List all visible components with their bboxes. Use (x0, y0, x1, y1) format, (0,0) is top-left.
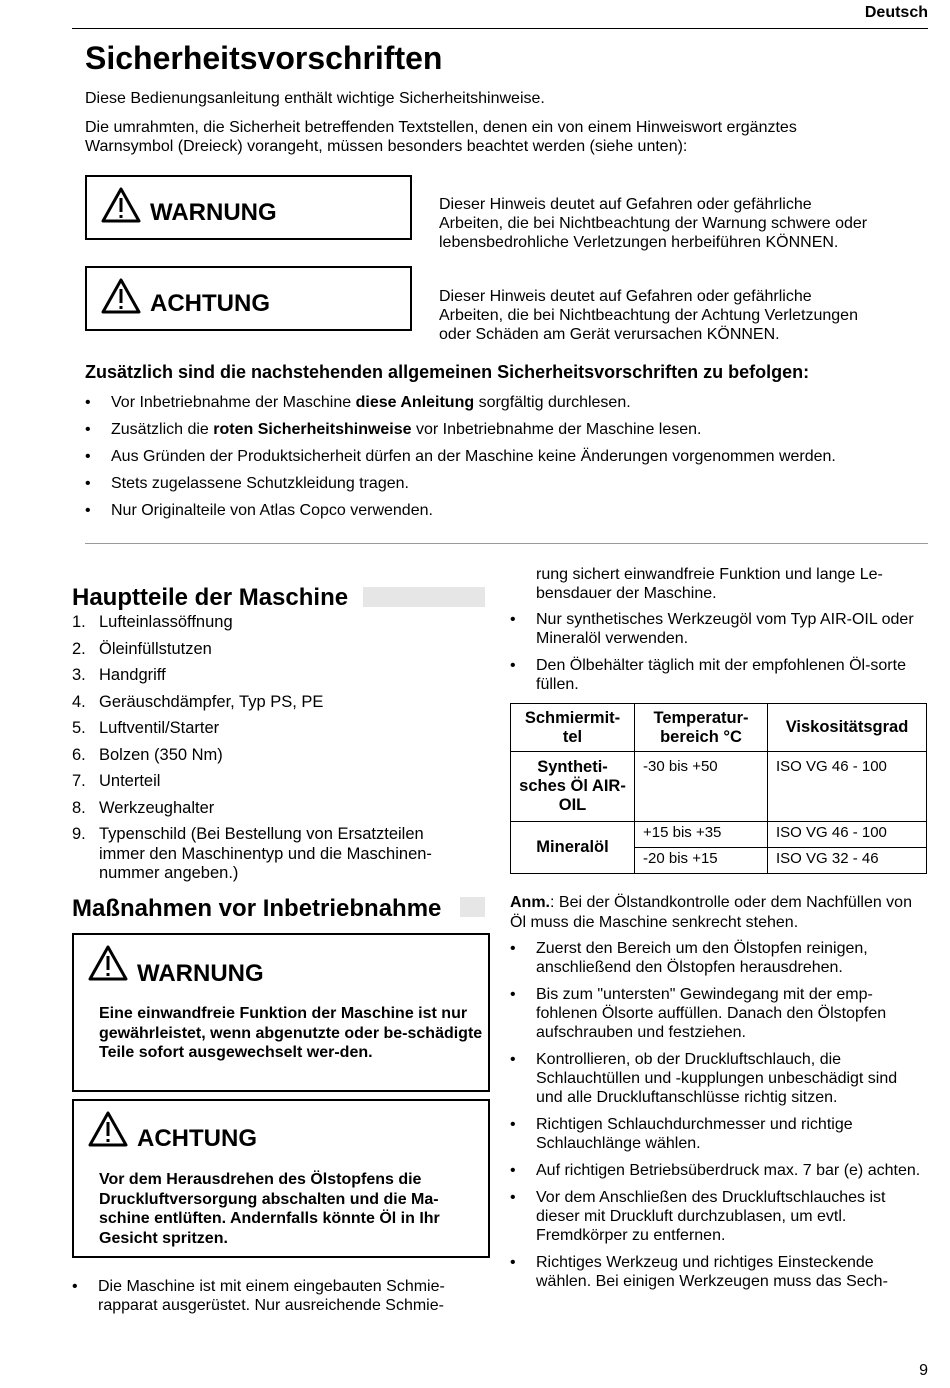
table-cell: -20 bis +15 (635, 848, 768, 874)
warning-text: Eine einwandfreie Funktion der Maschine ist nur gewährleistet, wenn abgenutzte oder be-schädigte Teile sofort ausgewechselt wer-den. (99, 1005, 483, 1061)
list-item: • Richtigen Schlauchdurchmesser und richtige Schlauchlänge wählen. (510, 1115, 928, 1153)
list-item: • Kontrollieren, ob der Druckluftschlauch, die Schlauchtüllen und -kupplungen unbeschädigt sind und alle Druckluftanschlüsse richtig sitzen. (510, 1050, 928, 1107)
header-rule (72, 28, 928, 29)
list-item: • Bis zum "untersten" Gewindegang mit der emp-fohlenen Ölsorte auffüllen. Danach den Ölstopfen aufschrauben und festziehen. (510, 985, 928, 1042)
lubricant-table (510, 703, 927, 874)
page-title: Sicherheitsvorschriften (85, 40, 443, 76)
list-item: 5. Luftventil/Starter (72, 719, 220, 737)
page-number: 9 (919, 1362, 928, 1379)
list-item: 7. Unterteil (72, 772, 161, 790)
caution-label: ACHTUNG (137, 1125, 257, 1152)
caution-box (85, 266, 412, 331)
general-rules-heading: Zusätzlich sind die nachstehenden allgemeinen Sicherheitsvorschriften zu befolgen: (85, 362, 810, 382)
note-text: Anm.: Bei der Ölstandkontrolle oder dem Nachfüllen von Öl muss die Maschine senkrecht stehen. (510, 894, 912, 931)
list-item: 4. Geräuschdämpfer, Typ PS, PE (72, 692, 324, 711)
table-header: Schmiermit-tel (511, 704, 635, 752)
warning-triangle-icon (88, 1111, 128, 1147)
language-label: Deutsch (864, 4, 928, 21)
oil-bullets (510, 610, 925, 702)
table-header: Temperatur-bereich °C (635, 704, 768, 752)
warning-description: Dieser Hinweis deutet auf Gefahren oder gefährliche Arbeiten, die bei Nichtbeachtung der Warnung schwere oder lebensbedrohliche Verletzungen herbeiführen KÖNNEN. (439, 196, 868, 251)
list-item: 6. Bolzen (350 Nm) (72, 745, 223, 764)
caution-text: Vor dem Herausdrehen des Ölstopfens die Druckluftversorgung abschalten und die Ma-schine entlüften. Andernfalls könnte Öl in Ihr Gesicht spritzen. (99, 1171, 440, 1247)
general-rules-list (85, 393, 925, 528)
list-item: • Nur synthetisches Werkzeugöl vom Typ AIR-OIL oder Mineralöl verwenden. (510, 610, 925, 648)
parts-list (72, 613, 472, 891)
table-cell: ISO VG 32 - 46 (768, 848, 927, 874)
list-item: • Stets zugelassene Schutzkleidung tragen. (85, 474, 925, 493)
list-item: • Zusätzlich die roten Sicherheitshinweise vor Inbetriebnahme der Maschine lesen. (85, 420, 925, 439)
warning-triangle-icon (88, 945, 128, 981)
heading-shade-bar (460, 897, 485, 917)
table-header: Viskositätsgrad (768, 704, 927, 752)
warning-box (72, 933, 490, 1092)
list-item: 9. Typenschild (Bei Bestellung von Ersatzteilen immer den Maschinentyp und die Maschinen-nummer angeben.) (72, 825, 432, 882)
section-divider (85, 543, 928, 544)
warning-box (85, 175, 412, 240)
list-item: 1. Lufteinlassöffnung (72, 613, 233, 631)
list-item: • Zuerst den Bereich um den Ölstopfen reinigen, anschließend den Ölstopfen herausdrehen. (510, 939, 928, 977)
list-item: 8. Werkzeughalter (72, 798, 215, 817)
warning-triangle-icon (101, 187, 141, 223)
table-cell: Syntheti-sches Öl AIR-OIL (511, 752, 635, 822)
list-item: • Vor dem Anschließen des Druckluftschlauches ist dieser mit Druckluft durchzublasen, um evtl. Fremdkörper zu entfernen. (510, 1188, 928, 1245)
table-cell: ISO VG 46 - 100 (768, 822, 927, 848)
warning-label: WARNUNG (137, 960, 264, 987)
preparation-list (510, 939, 928, 1299)
list-item: 2. Öleinfüllstutzen (72, 639, 212, 658)
table-cell: ISO VG 46 - 100 (768, 752, 927, 822)
table-cell: +15 bis +35 (635, 822, 768, 848)
table-row (511, 752, 927, 822)
lubricator-list (72, 1277, 487, 1323)
table-row (511, 822, 927, 848)
intro-text-2b: Warnsymbol (Dreieck) vorangeht, müssen besonders beachtet werden (siehe unten): (85, 138, 688, 155)
caution-label: ACHTUNG (150, 290, 270, 317)
caution-description: Dieser Hinweis deutet auf Gefahren oder gefährliche Arbeiten, die bei Nichtbeachtung der Achtung Verletzungen oder Schäden am Gerät verursachen KÖNNEN. (439, 288, 858, 343)
list-item: • Vor Inbetriebnahme der Maschine diese Anleitung sorgfältig durchlesen. (85, 393, 925, 412)
continuation-text: rung sichert einwandfreie Funktion und lange Le-bensdauer der Maschine. (536, 566, 883, 602)
caution-box (72, 1099, 490, 1258)
list-item: • Die Maschine ist mit einem eingebauten Schmie-rapparat ausgerüstet. Nur ausreichende Schmie- (72, 1277, 487, 1315)
table-cell: Mineralöl (511, 822, 635, 874)
heading-shade-bar (363, 587, 485, 607)
measures-heading: Maßnahmen vor Inbetriebnahme (72, 895, 442, 922)
list-item: • Auf richtigen Betriebsüberdruck max. 7 bar (e) achten. (510, 1161, 928, 1180)
list-item: • Den Ölbehälter täglich mit der empfohlenen Öl-sorte füllen. (510, 656, 925, 694)
warning-triangle-icon (101, 278, 141, 314)
parts-heading: Hauptteile der Maschine (72, 584, 349, 611)
list-item: • Richtiges Werkzeug und richtiges Einsteckende wählen. Bei einigen Werkzeugen muss das Sech- (510, 1253, 928, 1291)
intro-text-2a: Die umrahmten, die Sicherheit betreffenden Textstellen, denen ein von einem Hinweiswort ergänztes (85, 119, 797, 136)
warning-label: WARNUNG (150, 199, 277, 226)
intro-text-1: Diese Bedienungsanleitung enthält wichtige Sicherheitshinweise. (85, 90, 545, 107)
list-item: • Nur Originalteile von Atlas Copco verwenden. (85, 501, 925, 520)
list-item: 3. Handgriff (72, 666, 166, 684)
note-label: Anm. (510, 894, 550, 911)
table-cell: -30 bis +50 (635, 752, 768, 822)
list-item: • Aus Gründen der Produktsicherheit dürfen an der Maschine keine Änderungen vorgenommen werden. (85, 447, 925, 466)
